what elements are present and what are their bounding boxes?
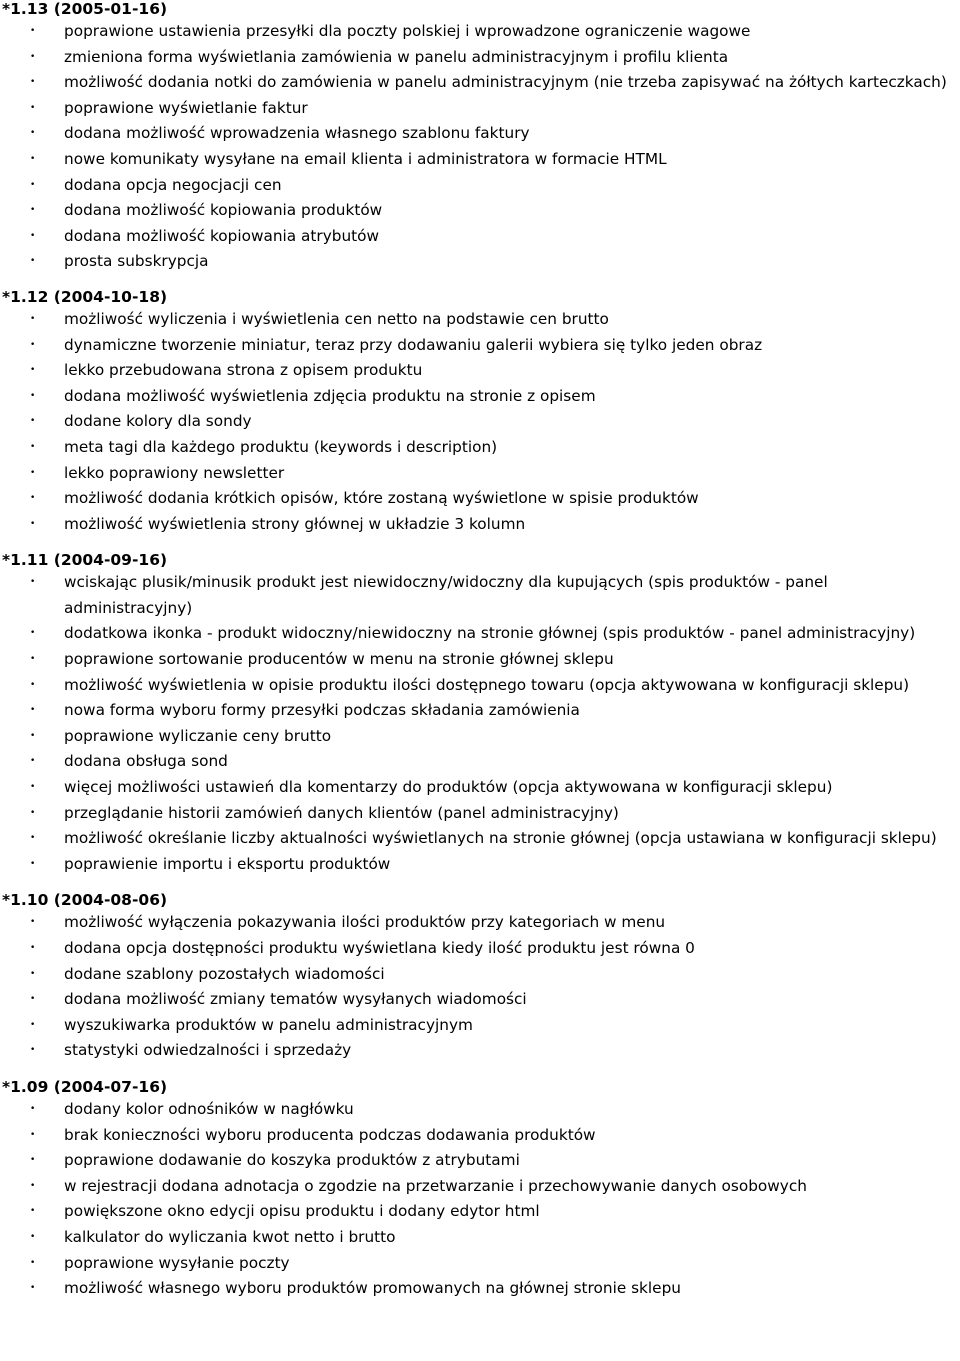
change-text: możliwość wyświetlenia w opisie produktu ilości dostępnego towaru (opcja aktywowana w konfiguracji sklepu) <box>64 675 910 694</box>
change-text: dodane kolory dla sondy <box>64 412 252 431</box>
bullet-icon: • <box>30 1129 36 1140</box>
change-text: prosta subskrypcja <box>64 252 209 271</box>
change-text: lekko przebudowana strona z opisem produktu <box>64 361 423 380</box>
bullet-icon: • <box>30 679 36 690</box>
bullet-icon: • <box>30 943 36 953</box>
bullet-icon: • <box>30 51 36 62</box>
release-section <box>0 1078 960 1302</box>
list-item <box>0 198 960 224</box>
list-item <box>0 358 960 384</box>
list-item <box>0 384 960 410</box>
bullet-icon: • <box>30 705 36 716</box>
release-change-list <box>0 19 960 275</box>
change-text: poprawione wysyłanie poczty <box>64 1253 290 1272</box>
change-text: przeglądanie historii zamówień danych klientów (panel administracyjny) <box>64 803 619 822</box>
change-text: poprawione sortowanie producentów w menu na stronie głównej sklepu <box>64 650 614 669</box>
bullet-icon: • <box>30 230 36 241</box>
release-section <box>0 0 960 275</box>
bullet-icon: • <box>30 917 36 928</box>
release-change-list <box>0 910 960 1064</box>
change-text: wciskając plusik/minusik produkt jest niewidoczny/widoczny dla kupujących (spis produktów - panel administracyjny) <box>64 573 828 617</box>
change-text: nowa forma wyboru formy przesyłki podczas składania zamówienia <box>64 701 580 720</box>
bullet-icon: • <box>30 858 36 869</box>
list-item <box>0 307 960 333</box>
change-text: dodana możliwość zmiany tematów wysyłanych wiadomości <box>64 990 527 1009</box>
change-text: możliwość dodania notki do zamówienia w panelu administracyjnym (nie trzeba zapisywać na żółtych karteczkach) <box>64 73 947 92</box>
list-item <box>0 826 960 852</box>
change-text: dodana opcja negocjacji cen <box>64 175 282 194</box>
list-item <box>0 1038 960 1064</box>
change-text: dodana opcja dostępności produktu wyświetlana kiedy ilość produktu jest równa 0 <box>64 939 695 957</box>
release-heading: *1.09 (2004-07-16) <box>2 1077 168 1096</box>
change-text: dodana możliwość wyświetlenia zdjęcia produktu na stronie z opisem <box>64 386 596 405</box>
bullet-icon: • <box>30 994 36 1005</box>
bullet-icon: • <box>30 467 36 478</box>
change-text: dodana możliwość kopiowania produktów <box>64 201 383 220</box>
change-text: możliwość dodania krótkich opisów, które zostaną wyświetlone w spisie produktów <box>64 489 699 508</box>
bullet-icon: • <box>30 807 36 818</box>
list-item <box>0 910 960 936</box>
list-item <box>0 801 960 827</box>
bullet-icon: • <box>30 518 36 529</box>
list-item <box>0 749 960 775</box>
bullet-icon: • <box>30 577 36 588</box>
list-item <box>0 621 960 647</box>
bullet-icon: • <box>30 205 36 216</box>
bullet-icon: • <box>30 833 36 844</box>
list-item <box>0 1123 960 1149</box>
change-text: dodana możliwość wprowadzenia własnego szablonu faktury <box>64 124 530 143</box>
change-text: dodana obsługa sond <box>64 752 228 771</box>
list-item <box>0 147 960 173</box>
change-text: dodane szablony pozostałych wiadomości <box>64 964 385 983</box>
bullet-icon: • <box>30 416 36 427</box>
list-item <box>0 962 960 988</box>
change-text: powiększone okno edycji opisu produktu i dodany edytor html <box>64 1202 540 1221</box>
change-text: dodatkowa ikonka - produkt widoczny/niewidoczny na stronie głównej (spis produktów - panel administracyjny) <box>64 624 916 643</box>
list-item <box>0 409 960 435</box>
list-item <box>0 775 960 801</box>
list-item <box>0 173 960 199</box>
list-item <box>0 70 960 96</box>
bullet-icon: • <box>30 1019 36 1030</box>
list-item <box>0 852 960 878</box>
change-text: kalkulator do wyliczania kwot netto i brutto <box>64 1227 396 1246</box>
list-item <box>0 1225 960 1251</box>
release-heading: *1.11 (2004-09-16) <box>2 551 168 570</box>
release-section <box>0 288 960 537</box>
bullet-icon: • <box>30 782 36 793</box>
change-text: lekko poprawiony newsletter <box>64 463 285 482</box>
change-text: możliwość określanie liczby aktualności wyświetlanych na stronie głównej (opcja ustawiana w konfiguracji sklepu) <box>64 829 937 848</box>
bullet-icon: • <box>30 1231 36 1242</box>
bullet-icon: • <box>30 493 36 504</box>
list-item <box>0 96 960 122</box>
list-item <box>0 249 960 275</box>
release-section <box>0 551 960 877</box>
change-text: statystyki odwiedzalności i sprzedaży <box>64 1041 352 1060</box>
list-item <box>0 1148 960 1174</box>
bullet-icon: • <box>30 390 36 401</box>
list-item <box>0 486 960 512</box>
list-item <box>0 1174 960 1200</box>
list-item <box>0 333 960 359</box>
change-text: możliwość wyświetlenia strony głównej w układzie 3 kolumn <box>64 514 526 533</box>
bullet-icon: • <box>30 1180 36 1191</box>
bullet-icon: • <box>30 1283 36 1294</box>
change-text: brak konieczności wyboru producenta podczas dodawania produktów <box>64 1125 596 1144</box>
change-text: poprawione wyświetlanie faktur <box>64 98 308 117</box>
bullet-icon: • <box>30 756 36 767</box>
change-text: w rejestracji dodana adnotacja o zgodzie na przetwarzanie i przechowywanie danych osobowych <box>64 1176 807 1195</box>
list-item <box>0 647 960 673</box>
list-item <box>0 19 960 45</box>
list-item <box>0 673 960 699</box>
bullet-icon: • <box>30 654 36 665</box>
change-text: więcej możliwości ustawień dla komentarzy do produktów (opcja aktywowana w konfiguracji sklepu) <box>64 778 833 797</box>
list-item <box>0 512 960 538</box>
list-item <box>0 224 960 250</box>
list-item <box>0 698 960 724</box>
list-item <box>0 936 960 962</box>
bullet-icon: • <box>30 102 36 113</box>
release-heading: *1.13 (2005-01-16) <box>2 0 168 18</box>
bullet-icon: • <box>30 1257 36 1268</box>
release-change-list <box>0 307 960 537</box>
bullet-icon: • <box>30 179 36 190</box>
bullet-icon: • <box>30 313 36 324</box>
list-item <box>0 1251 960 1277</box>
release-change-list <box>0 570 960 877</box>
bullet-icon: • <box>30 365 36 376</box>
change-text: nowe komunikaty wysyłane na email klienta i administratora w formacie HTML <box>64 149 667 168</box>
list-item <box>0 570 960 621</box>
bullet-icon: • <box>30 1155 36 1166</box>
change-text: meta tagi dla każdego produktu (keywords i description) <box>64 437 498 456</box>
bullet-icon: • <box>30 26 36 36</box>
bullet-icon: • <box>30 128 36 139</box>
change-text: zmieniona forma wyświetlania zamówienia w panelu administracyjnym i profilu klienta <box>64 47 729 66</box>
change-text: dodana możliwość kopiowania atrybutów <box>64 226 380 245</box>
release-heading: *1.10 (2004-08-06) <box>2 891 168 910</box>
list-item <box>0 724 960 750</box>
bullet-icon: • <box>30 628 36 639</box>
bullet-icon: • <box>30 441 36 452</box>
list-item <box>0 1276 960 1302</box>
bullet-icon: • <box>30 1103 36 1114</box>
list-item <box>0 435 960 461</box>
bullet-icon: • <box>30 1045 36 1056</box>
change-text: możliwość wyliczenia i wyświetlenia cen netto na podstawie cen brutto <box>64 309 609 328</box>
change-text: możliwość wyłączenia pokazywania ilości produktów przy kategoriach w menu <box>64 913 666 932</box>
change-text: poprawione dodawanie do koszyka produktów z atrybutami <box>64 1151 520 1170</box>
change-text: poprawione ustawienia przesyłki dla poczty polskiej i wprowadzone ograniczenie wagowe <box>64 22 751 40</box>
bullet-icon: • <box>30 256 36 267</box>
bullet-icon: • <box>30 1206 36 1217</box>
change-text: poprawienie importu i eksportu produktów <box>64 854 391 873</box>
change-text: dodany kolor odnośników w nagłówku <box>64 1099 354 1118</box>
bullet-icon: • <box>30 153 36 164</box>
change-text: poprawione wyliczanie ceny brutto <box>64 726 332 745</box>
list-item <box>0 987 960 1013</box>
list-item <box>0 1199 960 1225</box>
release-heading: *1.12 (2004-10-18) <box>2 287 168 306</box>
bullet-icon: • <box>30 339 36 350</box>
change-text: wyszukiwarka produktów w panelu administracyjnym <box>64 1015 473 1034</box>
list-item <box>0 461 960 487</box>
bullet-icon: • <box>30 730 36 741</box>
list-item <box>0 121 960 147</box>
change-text: dynamiczne tworzenie miniatur, teraz przy dodawaniu galerii wybiera się tylko jeden obraz <box>64 335 763 354</box>
release-section <box>0 891 960 1064</box>
bullet-icon: • <box>30 77 36 88</box>
list-item <box>0 1013 960 1039</box>
release-change-list <box>0 1097 960 1302</box>
list-item <box>0 1097 960 1123</box>
list-item <box>0 45 960 71</box>
bullet-icon: • <box>30 968 36 979</box>
change-text: możliwość własnego wyboru produktów promowanych na głównej stronie sklepu <box>64 1279 681 1298</box>
